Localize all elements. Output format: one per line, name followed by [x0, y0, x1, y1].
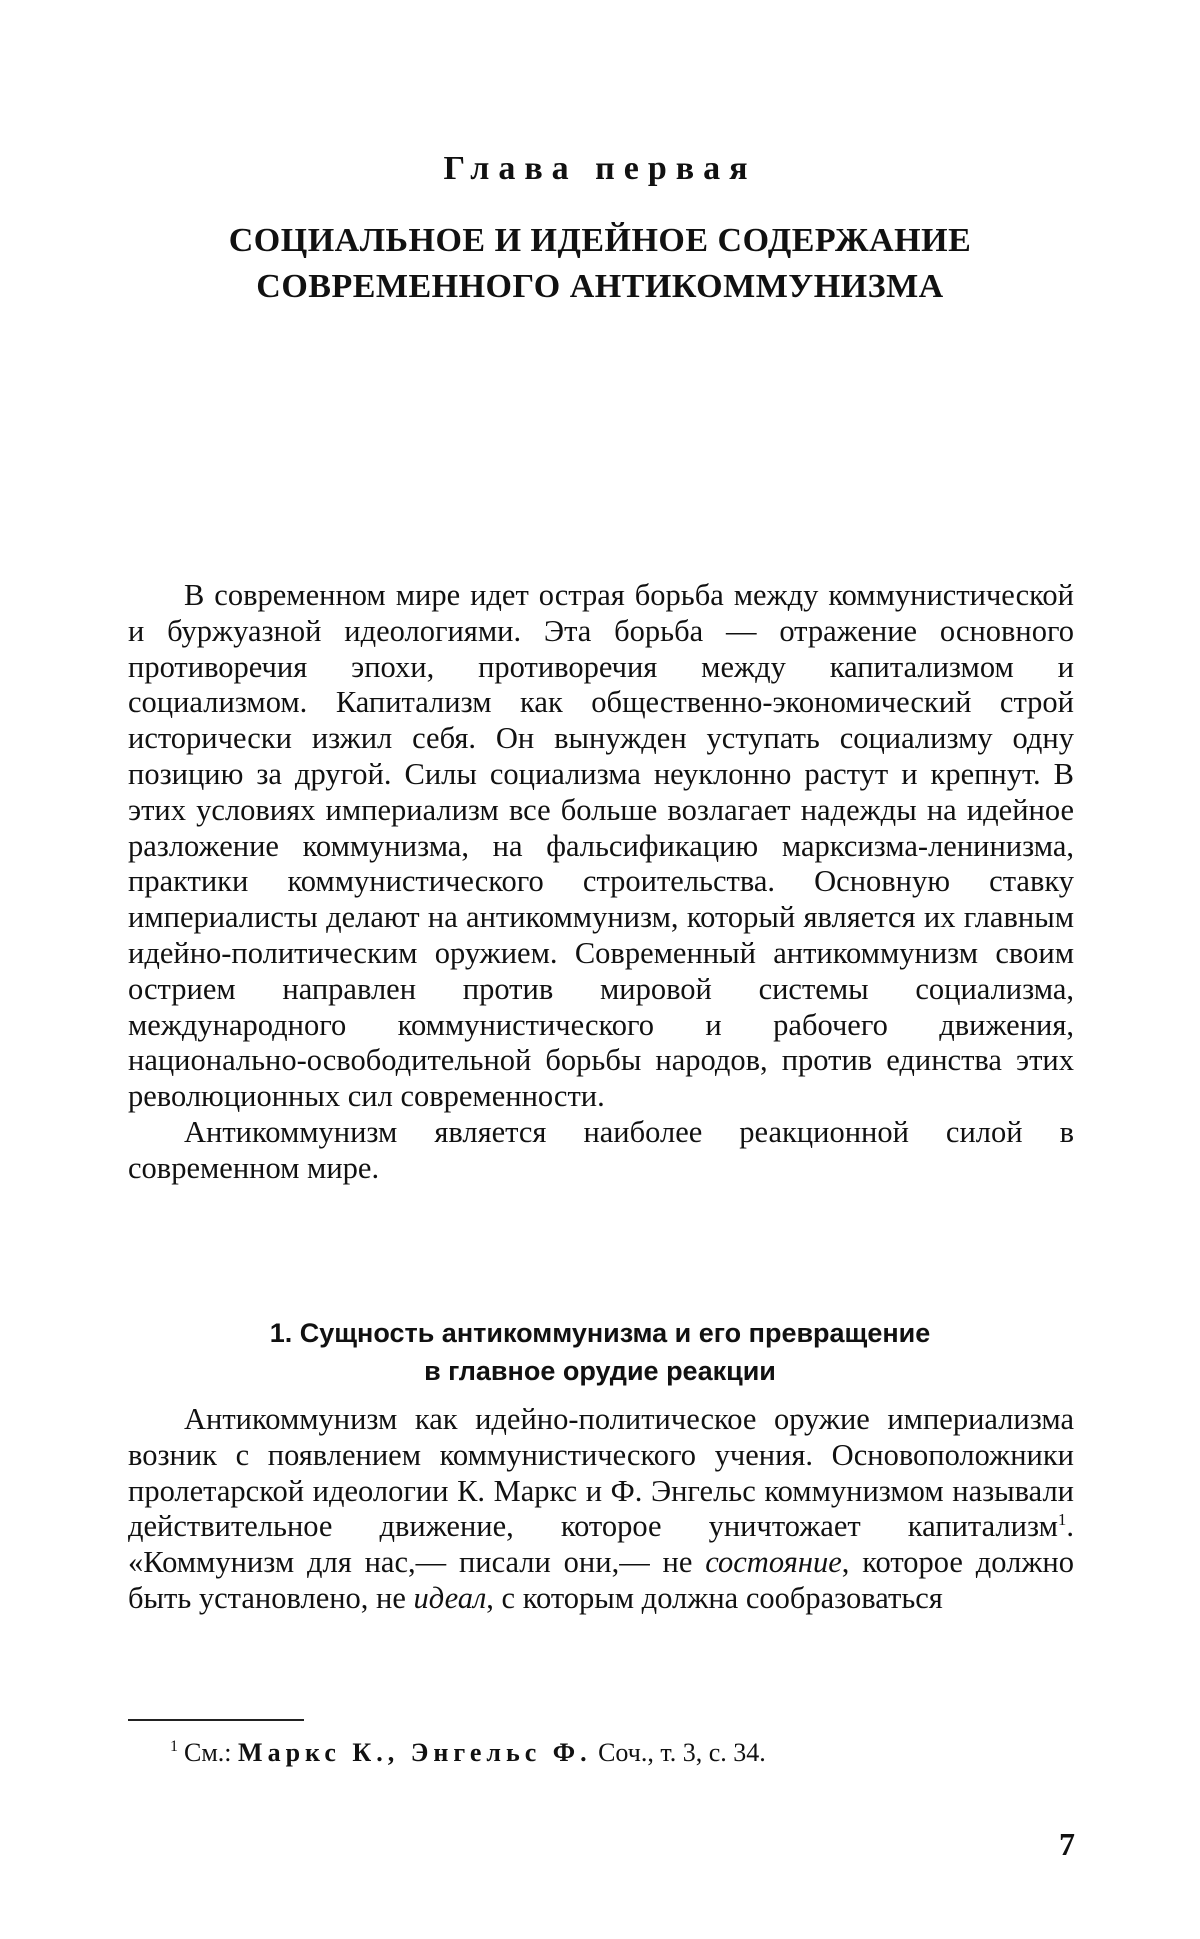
italic-term-state: состояние	[705, 1545, 842, 1580]
footnote-mark: 1	[170, 1738, 178, 1756]
section-text-part-3: , которое должно быть установлено, не	[128, 1545, 1075, 1615]
page-number: 7	[1059, 1826, 1075, 1862]
footnote-divider	[128, 1719, 304, 1721]
section-paragraph	[128, 1402, 1074, 1617]
chapter-title-line-2: СОВРЕМЕННОГО АНТИКОММУНИЗМА	[256, 268, 944, 305]
section-heading-line-2: в главное орудие реакции	[424, 1356, 776, 1386]
chapter-label: Глава первая	[443, 150, 757, 187]
section-text-part-4: , с которым должна сообразоваться	[486, 1580, 943, 1615]
footnote-prefix: См.:	[184, 1738, 232, 1767]
footnote	[170, 1738, 766, 1768]
section-text	[128, 1402, 1074, 1617]
chapter-title-line-1: СОЦИАЛЬНОЕ И ИДЕЙНОЕ СОДЕРЖАНИЕ	[228, 222, 972, 259]
intro-text	[128, 578, 1074, 1187]
intro-paragraph-2: Антикоммунизм является наиболее реакционной силой в современном мире.	[128, 1114, 1074, 1185]
footnote-authors: Маркс К., Энгельс Ф.	[238, 1738, 592, 1767]
intro-paragraph-1: В современном мире идет острая борьба между коммунистической и буржуазной идеологиями. Эта борьба — отражение основного противоречия эпохи, противоречия между капитализмом и социализмом. Капитализм как общественно-экономический строй исторически изжил себя. Он вынужден уступать социализму одну позицию за другой. Силы социализма неуклонно растут и крепнут. В этих условиях империализм все больше возлагает надежды на идейное разложение коммунизма, на фальсификацию марксизма-ленинизма, практики коммунистического строительства. Основную ставку империалисты делают на антикоммунизм, который является их главным идейно-политическим оружием. Современный антикоммунизм своим острием направлен против мировой системы социализма, международного коммунистического и рабочего движения, национально-освободительной борьбы народов, против единства этих революционных сил современности.	[128, 578, 1074, 1114]
section-text-part-1: Антикоммунизм как идейно-политическое оружие империализма возник с появлением коммунистического учения. Основоположники пролетарской идеологии К. Маркс и Ф. Энгельс коммунизмом называли действительное движение, которое уничтожает капитализм	[128, 1402, 1074, 1544]
italic-term-ideal: идеал	[413, 1580, 487, 1615]
section-heading	[0, 1314, 1200, 1390]
chapter-title	[0, 218, 1200, 310]
section-text-part-2: . «Коммунизм для нас,— писали они,— не	[128, 1509, 1074, 1580]
footnote-reference: 1	[1057, 1510, 1067, 1530]
footnote-source: Соч., т. 3, с. 34.	[598, 1738, 766, 1767]
section-heading-line-1: 1. Сущность антикоммунизма и его превращение	[269, 1318, 931, 1348]
